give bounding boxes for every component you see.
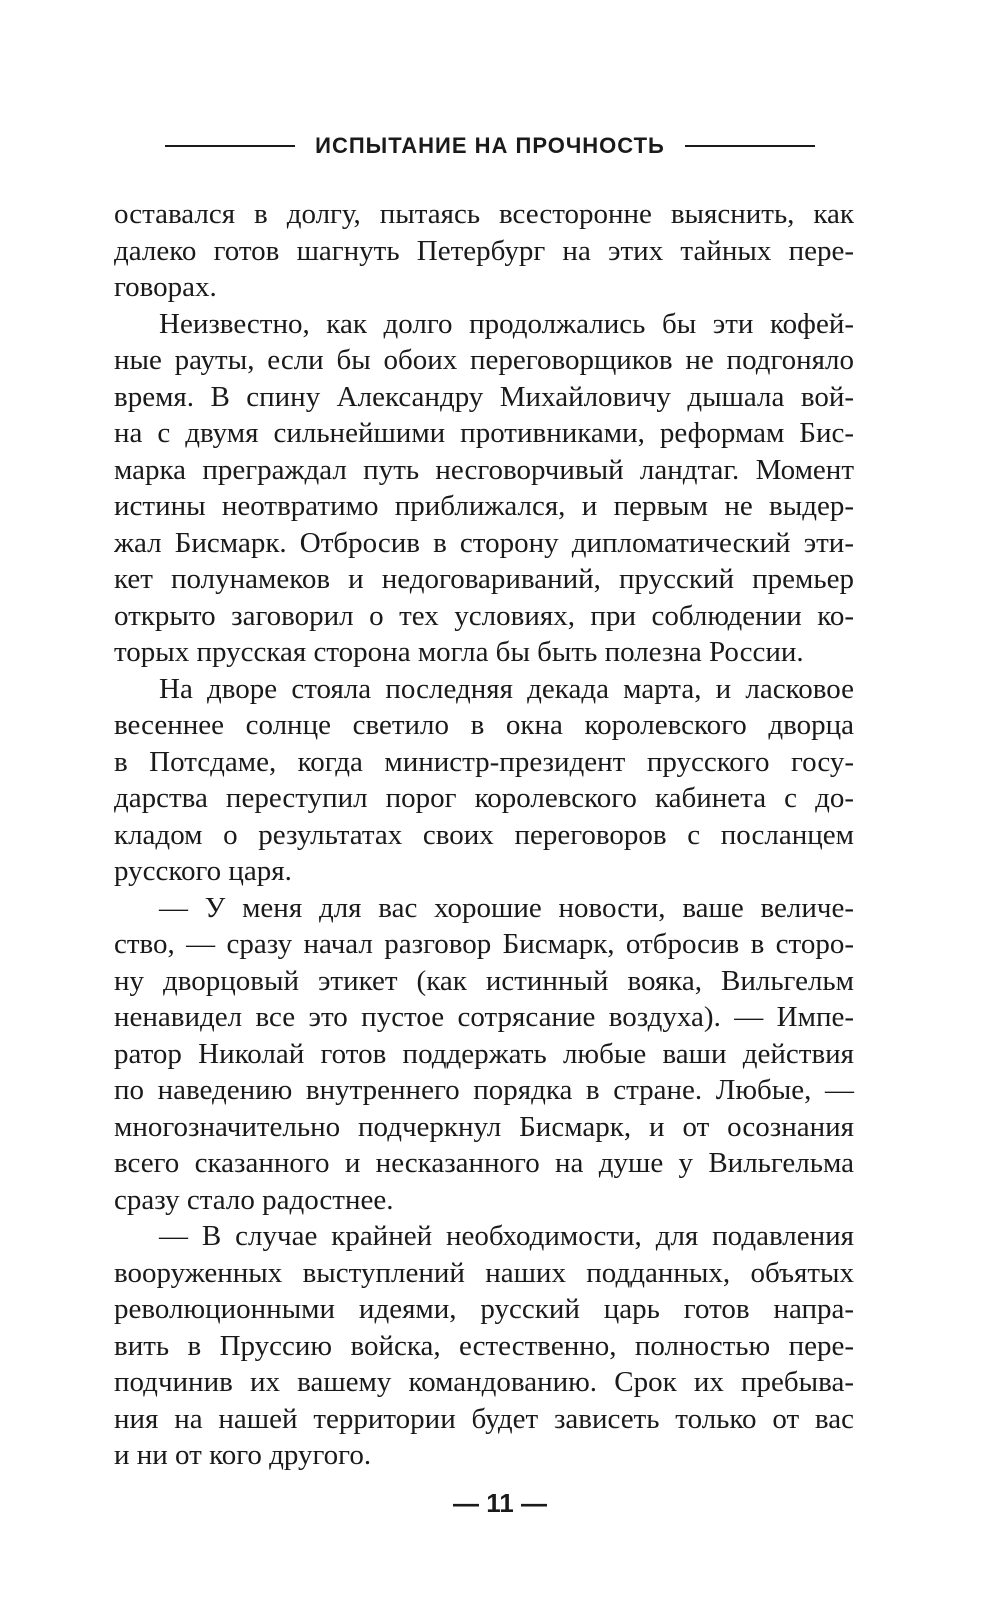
text-line: марка преграждал путь несговорчивый ландтаг. Момент bbox=[114, 453, 854, 486]
text-line: На дворе стояла последняя декада марта, и ласковое bbox=[159, 672, 854, 705]
text-line: — В случае крайней необходимости, для подавления bbox=[159, 1220, 854, 1252]
page-number: — 11 — bbox=[453, 1488, 547, 1518]
text-line: по наведению внутреннего порядка в стране. Любые, — bbox=[114, 1074, 854, 1106]
text-line: говорах. bbox=[114, 271, 217, 303]
text-line: вооруженных выступлений наших подданных, объятых bbox=[114, 1256, 854, 1289]
text-line: всего сказанного и несказанного на душе у Вильгельма bbox=[114, 1147, 854, 1179]
text-line: — У меня для вас хорошие новости, ваше величе- bbox=[159, 891, 854, 924]
text-line: открыто заговорил о тех условиях, при соблюдении ко- bbox=[114, 599, 854, 632]
text-line: многозначительно подчеркнул Бисмарк, и от осознания bbox=[114, 1110, 854, 1143]
text-line: на с двумя сильнейшими противниками, реформам Бис- bbox=[114, 417, 854, 449]
text-line: сразу стало радостнее. bbox=[114, 1183, 394, 1216]
text-line: ратор Николай готов поддержать любые ваши действия bbox=[114, 1037, 854, 1070]
text-line: подчинив их вашему командованию. Срок их пребыва- bbox=[114, 1366, 854, 1398]
text-line: далеко готов шагнуть Петербург на этих тайных пере- bbox=[114, 234, 854, 267]
running-head-title: ИСПЫТАНИЕ НА ПРОЧНОСТЬ bbox=[315, 133, 665, 158]
text-line: весеннее солнце светило в окна королевского дворца bbox=[114, 709, 854, 741]
text-line: ненавидел все это пустое сотрясание воздуха). — Импе- bbox=[114, 1001, 854, 1033]
text-line: ство, — сразу начал разговор Бисмарк, отбросив в сторо- bbox=[114, 928, 854, 960]
text-line: кладом о результатах своих переговоров с посланцем bbox=[114, 818, 854, 851]
text-line: время. В спину Александру Михайловичу дышала вой- bbox=[114, 380, 854, 413]
text-line: истины неотвратимо приближался, и первым не выдер- bbox=[114, 490, 854, 522]
text-line: вить в Пруссию войска, естественно, полностью пере- bbox=[114, 1329, 854, 1362]
running-head-right-rule bbox=[685, 145, 815, 147]
text-line: ну дворцовый этикет (как истинный вояка, Вильгельм bbox=[114, 964, 854, 997]
text-line: в Потсдаме, когда министр-президент прусского госу- bbox=[114, 745, 854, 778]
running-head bbox=[165, 128, 815, 164]
text-line: ные рауты, если бы обоих переговорщиков не подгоняло bbox=[114, 344, 854, 376]
text-line: кет полунамеков и недоговариваний, прусский премьер bbox=[114, 563, 854, 595]
text-line: русского царя. bbox=[114, 855, 292, 887]
text-line: жал Бисмарк. Отбросив в сторону дипломатический эти- bbox=[114, 526, 854, 559]
text-line: торых прусская сторона могла бы быть полезна России. bbox=[114, 636, 804, 668]
text-line: оставался в долгу, пытаясь всесторонне выяснить, как bbox=[114, 198, 854, 230]
running-head-left-rule bbox=[165, 145, 295, 147]
text-line: дарства переступил порог королевского кабинета с до- bbox=[114, 782, 854, 814]
text-line: ния на нашей территории будет зависеть только от вас bbox=[114, 1402, 854, 1435]
body-text bbox=[114, 196, 854, 1474]
text-line: революционными идеями, русский царь готов напра- bbox=[114, 1293, 854, 1325]
text-line: Неизвестно, как долго продолжались бы эти кофей- bbox=[159, 307, 854, 340]
text-line: и ни от кого другого. bbox=[114, 1439, 372, 1471]
